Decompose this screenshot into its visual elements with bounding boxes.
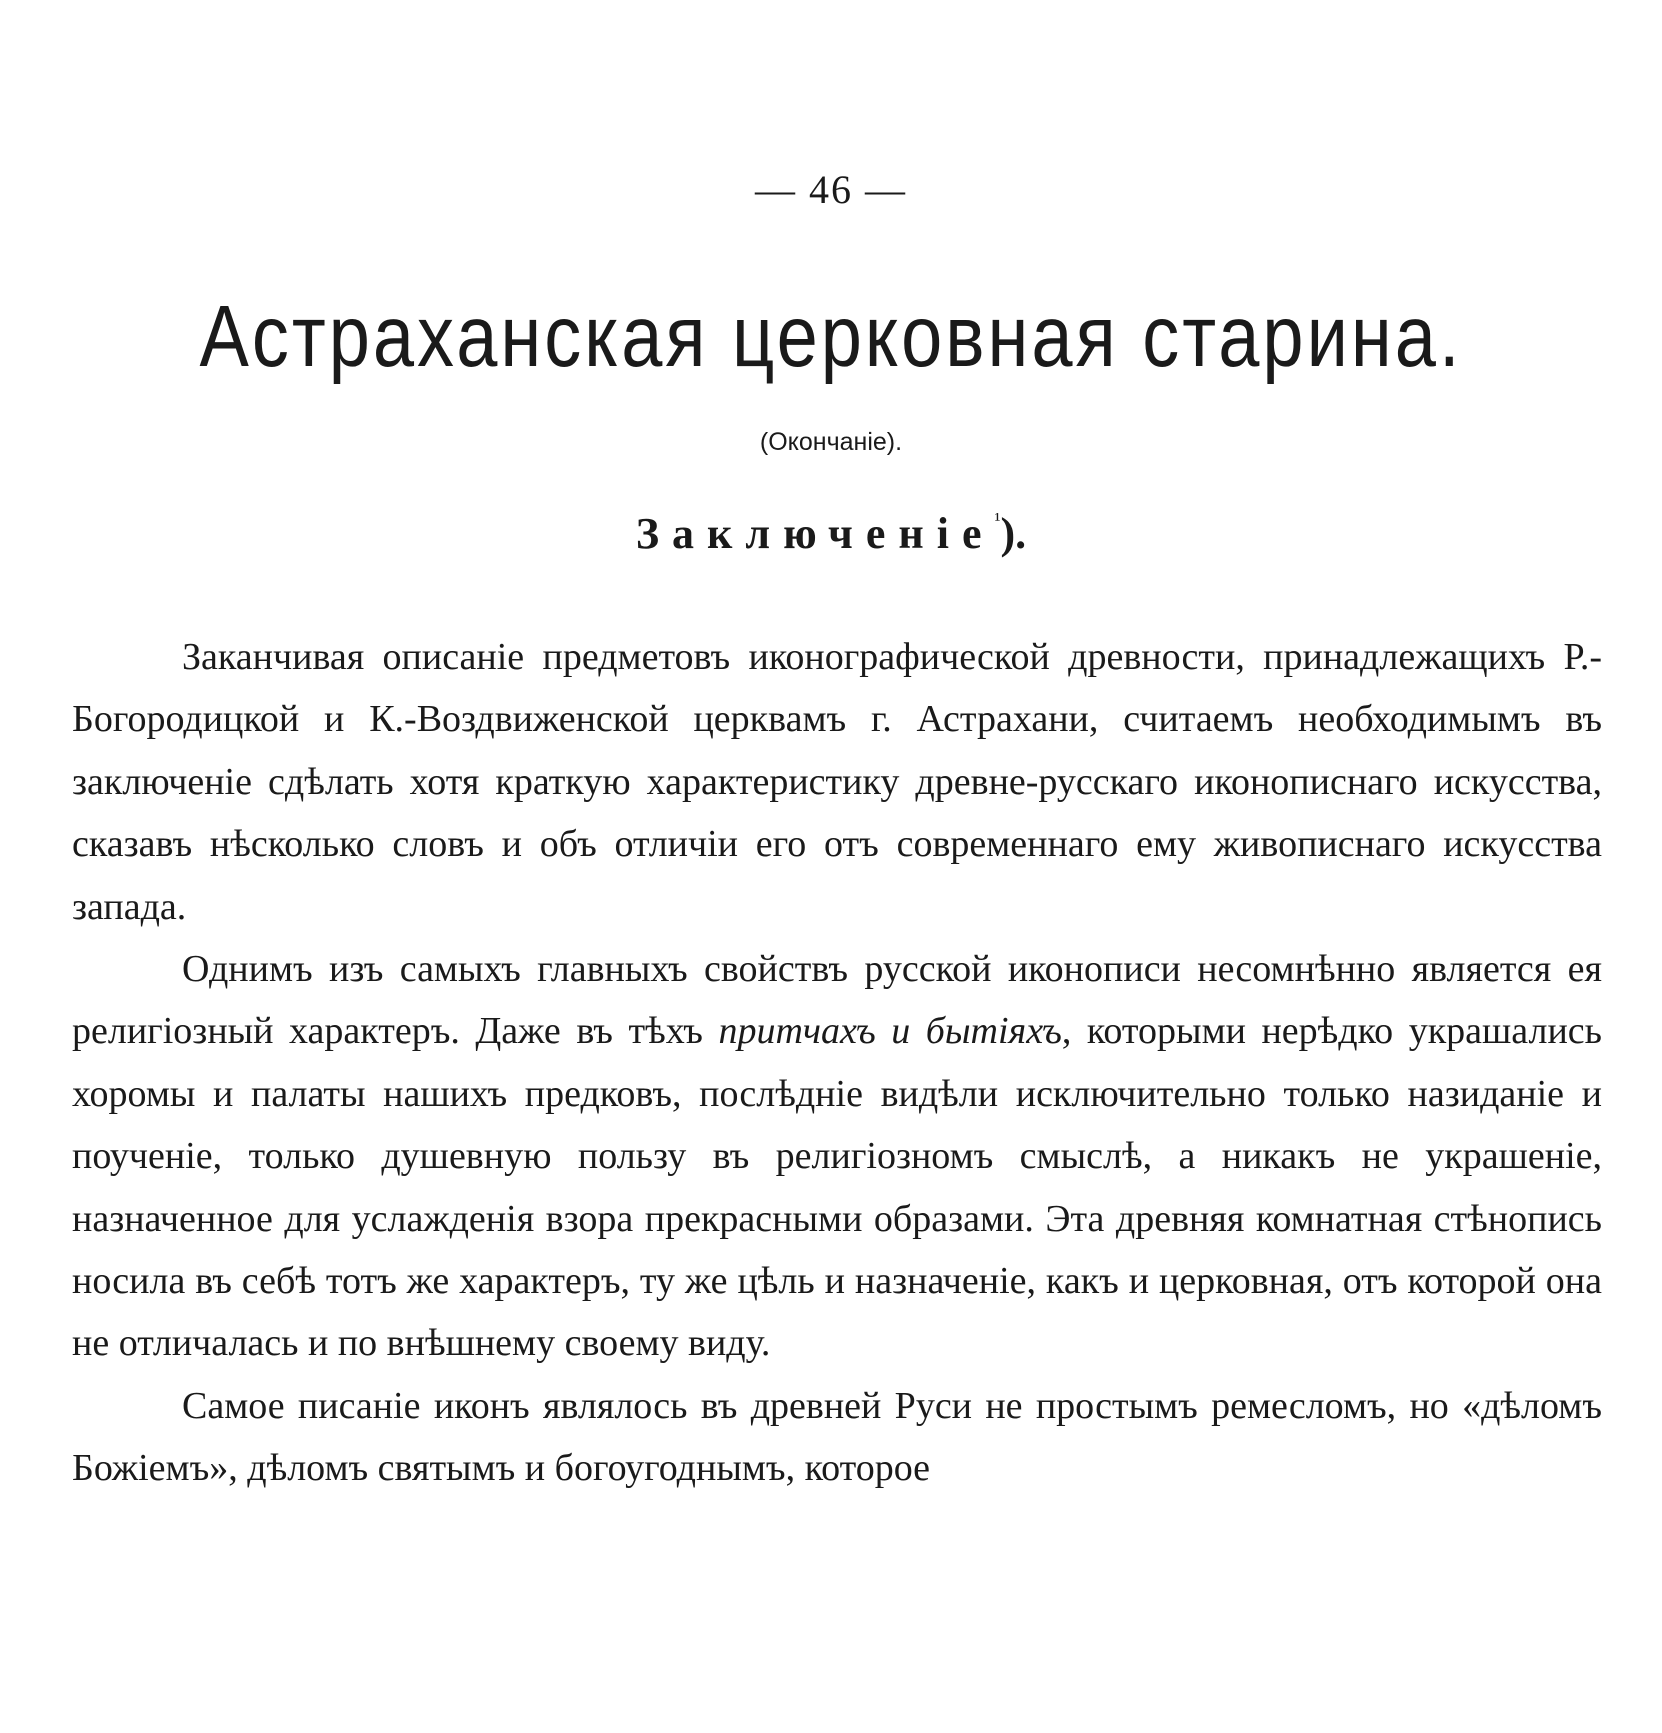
page-number: — 46 — <box>755 167 907 212</box>
paragraph-2 <box>72 938 1602 1375</box>
paragraph-2-italic: притчахъ и бытіяхъ <box>718 1010 1062 1053</box>
paragraph-1: Заканчивая описаніе предметовъ иконографической древности, принадлежащихъ Р.-Богородицкой и К.-Воздвиженской церквамъ г. Астрахани, считаемъ необходимымъ въ заключеніе сдѣлать хотя краткую характеристику древне-русскаго иконописнаго искусства, сказавъ нѣсколько словъ и объ отличіи его отъ современнаго ему живописнаго искусства запада. <box>72 636 1602 928</box>
article-title: Астраханская церковная старина. <box>199 287 1463 386</box>
body-text <box>72 626 1602 1500</box>
section-heading <box>0 508 1662 559</box>
article-subtitle: (Окончаніе). <box>759 428 903 456</box>
footnote-marker: ¹ <box>994 509 1001 531</box>
section-heading-text: Заключеніе <box>635 509 995 558</box>
paragraph-2-start: Однимъ изъ самыхъ главныхъ свойствъ русской иконописи несомнѣнно является ея религіозный характеръ. Даже въ тѣхъ <box>72 948 1602 1053</box>
section-heading-tail: ). <box>1000 509 1027 558</box>
paragraph-3: Самое писаніе иконъ являлось въ древней Руси не простымъ ремесломъ, но «дѣломъ Божіемъ», дѣломъ святымъ и богоугоднымъ, которое <box>72 1384 1602 1490</box>
paragraph-2-end: , которыми нерѣдко украшались хоромы и палаты нашихъ предковъ, послѣдніе видѣли исключительно только назиданіе и поученіе, только душевную пользу въ религіозномъ смыслѣ, а никакъ не украшеніе, назначенное для услажденія взора прекрасными образами. Эта древняя комнатная стѣнопись носила въ себѣ тотъ же характеръ, ту же цѣль и назначеніе, какъ и церковная, отъ которой она не отличалась и по внѣшнему своему виду. <box>72 1010 1602 1365</box>
